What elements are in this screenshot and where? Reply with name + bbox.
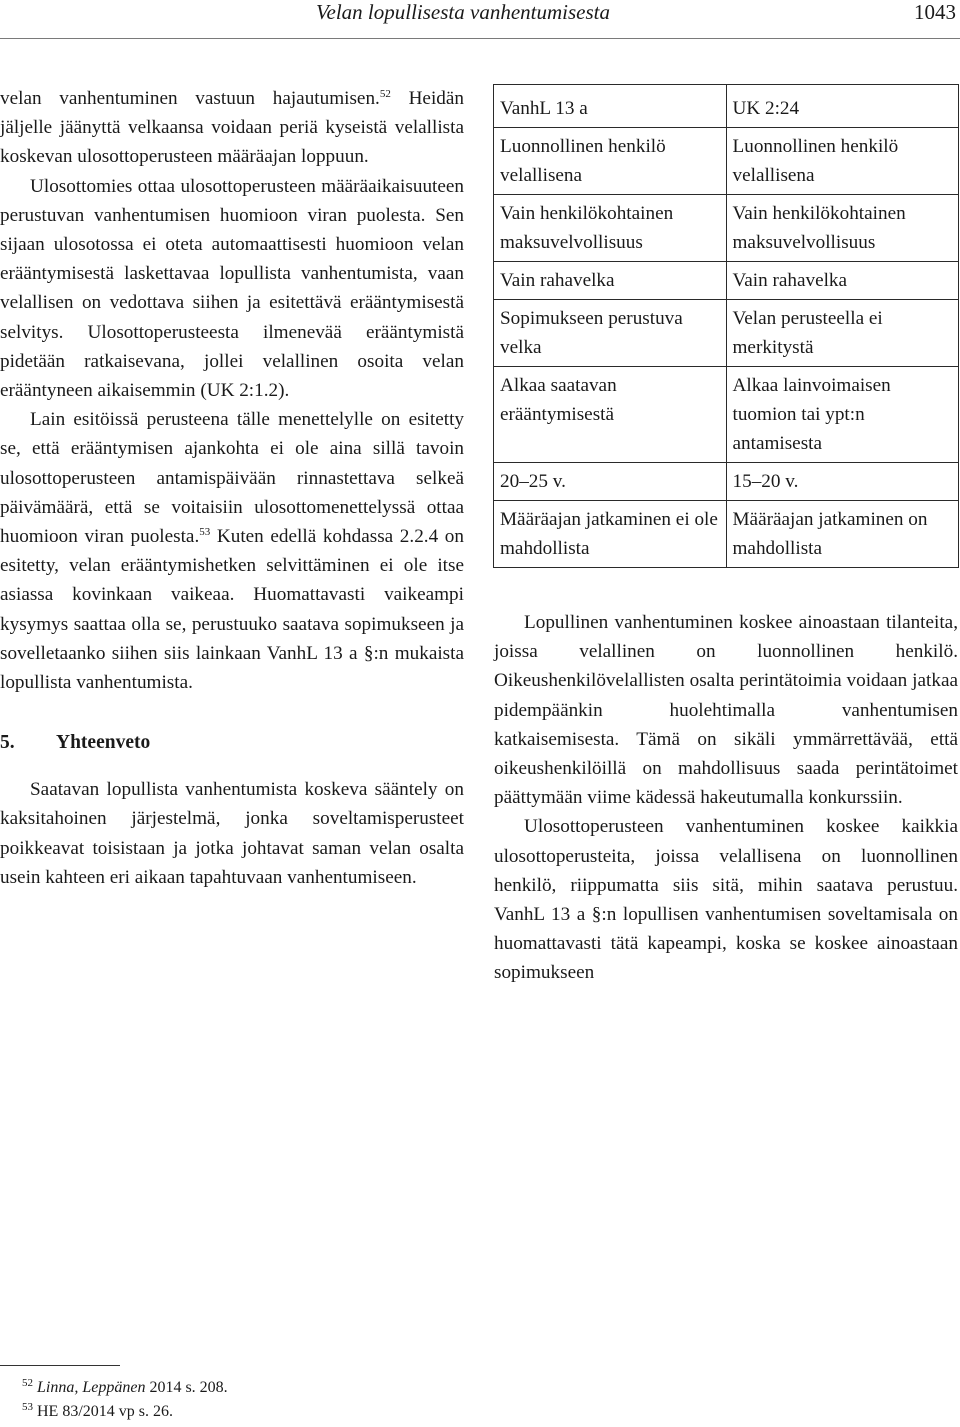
table-cell: UK 2:24 (726, 85, 959, 128)
footnote-53 (22, 1400, 228, 1424)
table-cell: Vain rahavelka (726, 262, 959, 300)
table-row (494, 367, 959, 463)
footnote-number: 53 (22, 1401, 33, 1413)
paragraph-4: Saatavan lopullista vanhentumista koskeva sääntely on kaksitahoinen järjestelmä, jonka soveltamisperusteet poikkeavat toisistaan ja jotka johtavat saman velan osalta usein kahteen eri aikaan tapahtuvaan vanhentumiseen. (0, 779, 464, 888)
table-cell: Vain rahavelka (494, 262, 727, 300)
footnote-divider (0, 1365, 120, 1366)
footnote-text: HE 83/2014 vp s. 26. (37, 1403, 173, 1420)
footnote-text: 2014 s. 208. (145, 1379, 228, 1396)
table-row (494, 128, 959, 195)
table-cell: 20–25 v. (494, 463, 727, 501)
paragraph-text: Kuten edellä kohdassa 2.2.4 on esitetty, velan erääntymishetken selvittäminen ei ole itse asiassa kovinkaan vaikeaa. Huomattavasti vaikeampi kysymys saattaa olla se, perustuuko saatava sopimukseen ja sovelletaanko siihen siis lainkaan VanhL 13 a §:n mukaista lopullista vanhentumista. (0, 526, 464, 694)
footnote-author: Linna, Leppänen (37, 1379, 146, 1396)
section-heading (0, 728, 464, 757)
table-cell: Luonnollinen henkilö velallisena (726, 128, 959, 195)
paragraph-text: velan vanhentuminen vastuun hajautumisen. (0, 88, 380, 109)
table-cell: VanhL 13 a (494, 85, 727, 128)
paragraph-5: Lopullinen vanhentuminen koskee ainoastaan tilanteita, joissa velallinen on luonnollinen henkilö. Oikeushenkilövelallisten osalta perintätoimia voidaan jatkaa pidempäänkin huolehtimalla vanhentumisen katkaisemisesta. Tämä on sikäli ymmärrettävää, että oikeushenkilöillä on mahdollisuus saada perintätoimet päättymään viime kädessä hakeutumalla konkurssiin. (494, 612, 958, 809)
table-row (494, 262, 959, 300)
table-row (494, 501, 959, 568)
table-header-row (494, 85, 959, 128)
left-column (0, 84, 464, 892)
paragraph-text: Heidän jäljelle jäänyttä velkaansa voidaan periä kyseistä velallista koskevan ulosottoperusteen määräajan loppuun. (0, 88, 464, 168)
page-number: 1043 (914, 0, 956, 24)
paragraph-text: Lain esitöissä perusteena tälle menettelylle on esitetty se, että erääntymisen ajankohta ei ole aina sillä tavoin ulosottoperusteen antamispäivään rinnastettava selkeä päivämäärä, että se voitaisiin ulosottomenettelyssä ottaa huomioon viran puolesta. (0, 409, 464, 548)
paragraph-2: Ulosottomies ottaa ulosottoperusteen määräaikaisuuteen perustuvan vanhentumisen huomioon viran puolesta. Sen sijaan ulosotossa ei oteta automaattisesti huomioon velan erääntymisestä laskettavaa lopullista vanhentumista, vaan velallisen on vedottava siihen ja esitettävä erääntymisestä selvitys. Ulosottoperusteesta ilmenevää erääntymistä pidetään ratkaisevana, jollei velallinen osoita velan erääntyneen aikaisemmin (UK 2:1.2). (0, 175, 464, 402)
paragraph-3 (0, 405, 464, 697)
running-title: Velan lopullisesta vanhentumisesta (316, 0, 610, 24)
page-header (0, 0, 960, 39)
right-column (494, 608, 958, 988)
table-cell: Määräajan jatkaminen on mahdollista (726, 501, 959, 568)
table-row (494, 463, 959, 501)
footnote-ref-53: 53 (199, 526, 211, 539)
table-row (494, 195, 959, 262)
paragraph-6: Ulosottoperusteen vanhentuminen koskee kaikkia ulosottoperusteita, joissa velallisena on luonnollinen henkilö, riippumatta siis sitä, mihin saatava perustuu. VanhL 13 a §:n lopullisen vanhentumisen soveltamisala on huomattavasti tätä kapeampi, koska se koskee ainoastaan sopimukseen (494, 816, 958, 984)
table-cell: Alkaa saatavan erääntymisestä (494, 367, 727, 463)
table-row (494, 300, 959, 367)
section-number: 5. (0, 732, 15, 754)
table-cell: Sopimukseen perustuva velka (494, 300, 727, 367)
table-cell: Alkaa lainvoimaisen tuomion tai ypt:n antamisesta (726, 367, 959, 463)
table-cell: Luonnollinen henkilö velallisena (494, 128, 727, 195)
table-cell: Määräajan jatkaminen ei ole mahdollista (494, 501, 727, 568)
table-cell: Vain henkilökohtainen maksuvelvollisuus (494, 195, 727, 262)
footnote-number: 52 (22, 1377, 33, 1389)
paragraph-1 (0, 84, 464, 172)
footnote-52 (22, 1376, 228, 1400)
footnote-ref-52: 52 (379, 88, 391, 100)
comparison-table (493, 84, 959, 568)
footnotes (22, 1376, 228, 1424)
table-cell: Vain henkilökohtainen maksuvelvollisuus (726, 195, 959, 262)
table-cell: Velan perusteella ei merkitystä (726, 300, 959, 367)
section-title: Yhteenveto (56, 732, 151, 754)
table-cell: 15–20 v. (726, 463, 959, 501)
